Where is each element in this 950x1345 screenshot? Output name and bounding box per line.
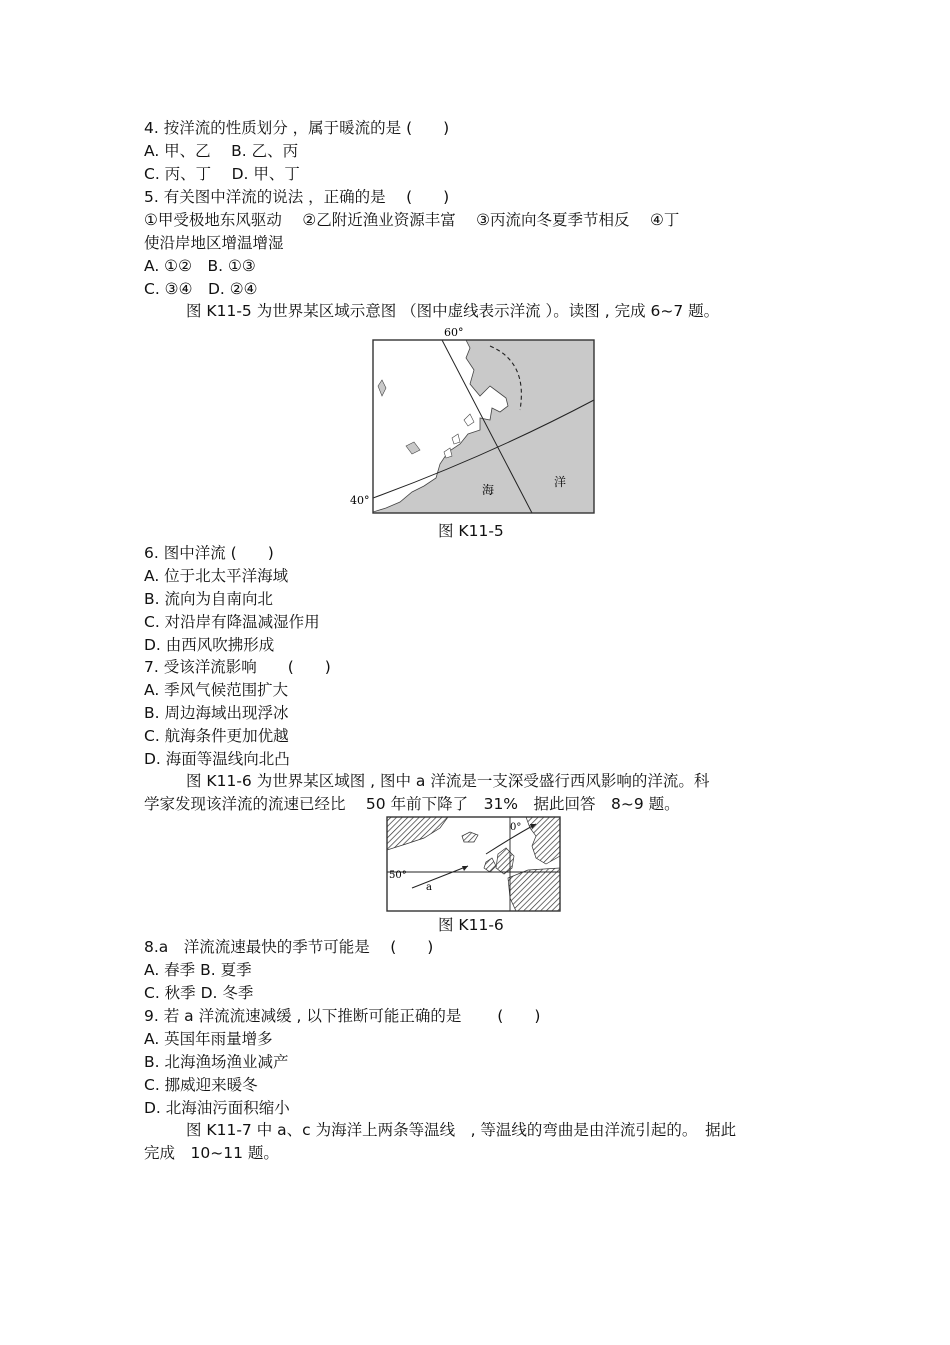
question-6-option-c: C. 对沿岸有降温减湿作用 [144, 613, 320, 631]
question-4: 4. 按洋流的性质划分 ，属于暖流的是 ( ) [144, 119, 450, 137]
intro-8-9-line1: 图 K11-6 为世界某区域图 , 图中 a 洋流是一支深受盛行西风影响的洋流。科 [186, 772, 710, 790]
question-9: 9. 若 a 洋流流速减缓 , 以下推断可能正确的是 ( ) [144, 1007, 541, 1025]
question-7-option-b: B. 周边海域出现浮冰 [144, 704, 289, 722]
question-4-options-cd: C. 丙、丁 D. 甲、丁 [144, 165, 300, 183]
intro-10-11-line1: 图 K11-7 中 a、c 为海洋上两条等温线 , 等温线的弯曲是由洋流引起的。 据此 [186, 1121, 737, 1139]
question-5-statements: ①甲受极地东风驱动 ②乙附近渔业资源丰富 ③丙流向冬夏季节相反 ④丁 [144, 211, 680, 229]
longitude-0-label: 0° [510, 822, 522, 833]
question-5-options-cd: C. ③④ D. ②④ [144, 280, 258, 298]
question-6-option-d: D. 由西风吹拂形成 [144, 636, 275, 654]
current-a-label: a [426, 882, 432, 893]
question-9-option-c: C. 挪威迎来暖冬 [144, 1076, 258, 1094]
question-7-option-c: C. 航海条件更加优越 [144, 727, 289, 745]
question-7: 7. 受该洋流影响 ( ) [144, 658, 331, 676]
latitude-60-label: 60° [444, 326, 464, 339]
question-4-options-ab: A. 甲、乙 B. 乙、丙 [144, 142, 299, 160]
figure-k11-5-map [348, 326, 600, 518]
question-9-option-b: B. 北海渔场渔业减产 [144, 1053, 289, 1071]
question-6-option-b: B. 流向为自南向北 [144, 590, 273, 608]
question-7-option-d: D. 海面等温线向北凸 [144, 750, 290, 768]
figure-k11-6-map [386, 816, 561, 912]
question-6-option-a: A. 位于北太平洋海域 [144, 567, 289, 585]
question-9-option-a: A. 英国年雨量增多 [144, 1030, 273, 1048]
question-7-option-a: A. 季风气候范围扩大 [144, 681, 289, 699]
figure-k11-5-caption: 图 K11-5 [438, 522, 504, 540]
intro-8-9-line2: 学家发现该洋流的流速已经比 50 年前下降了 31% 据此回答 8~9 题。 [144, 795, 680, 813]
question-5: 5. 有关图中洋流的说法 ，正确的是 ( ) [144, 188, 450, 206]
question-9-option-d: D. 北海油污面积缩小 [144, 1099, 290, 1117]
intro-6-7: 图 K11-5 为世界某区域示意图 （图中虚线表示洋流 ）。读图 , 完成 6~7 题。 [186, 302, 720, 320]
latitude-50-label: 50° [389, 870, 407, 881]
question-8-options-cd: C. 秋季 D. 冬季 [144, 984, 254, 1002]
question-5-statements-cont: 使沿岸地区增温增湿 [144, 234, 284, 252]
question-8-options-ab: A. 春季 B. 夏季 [144, 961, 252, 979]
question-6: 6. 图中洋流 ( ) [144, 544, 274, 562]
figure-k11-6-caption: 图 K11-6 [438, 916, 504, 934]
intro-10-11-line2: 完成 10~11 题。 [144, 1144, 279, 1162]
ocean-label-yang: 洋 [554, 475, 567, 489]
question-8: 8.a 洋流流速最快的季节可能是 ( ) [144, 938, 434, 956]
latitude-40-label: 40° [350, 494, 370, 507]
question-5-options-ab: A. ①② B. ①③ [144, 257, 256, 275]
ocean-label-hai: 海 [482, 483, 495, 497]
